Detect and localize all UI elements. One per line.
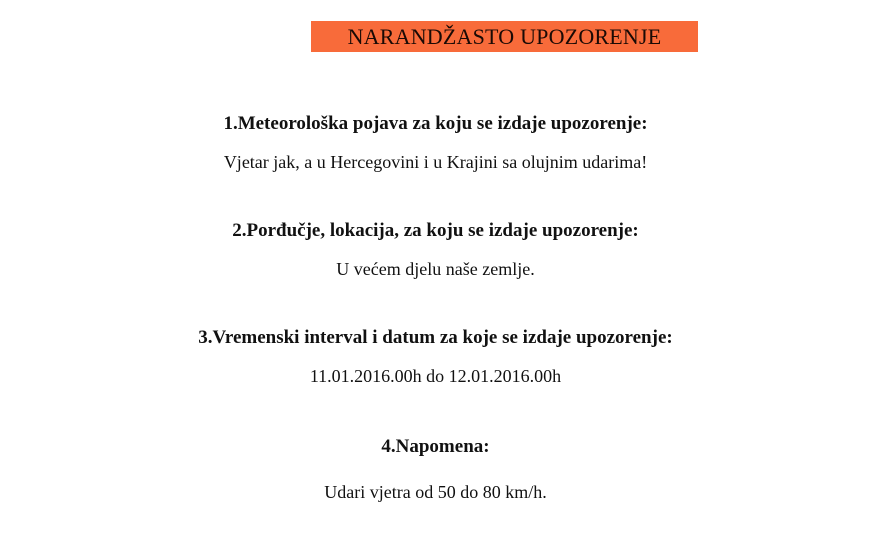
section-2-heading: 2.Porđučje, lokacija, za koju se izdaje upozorenje: bbox=[232, 220, 639, 241]
section-1-heading: 1.Meteorološka pojava za koju se izdaje upozorenje: bbox=[223, 113, 648, 134]
section-4-heading: 4.Napomena: bbox=[381, 436, 490, 457]
section-3-text: 11.01.2016.00h do 12.01.2016.00h bbox=[309, 366, 562, 386]
warning-level-banner bbox=[311, 21, 698, 52]
section-3-heading: 3.Vremenski interval i datum za koje se izdaje upozorenje: bbox=[198, 327, 673, 348]
section-2-text: U većem djelu naše zemlje. bbox=[336, 259, 535, 279]
section-1-text: Vjetar jak, a u Hercegovini i u Krajini sa olujnim udarima! bbox=[223, 152, 648, 172]
warning-level-label: NARANDŽASTO UPOZORENJE bbox=[347, 23, 662, 49]
section-4-text: Udari vjetra od 50 do 80 km/h. bbox=[324, 482, 547, 502]
